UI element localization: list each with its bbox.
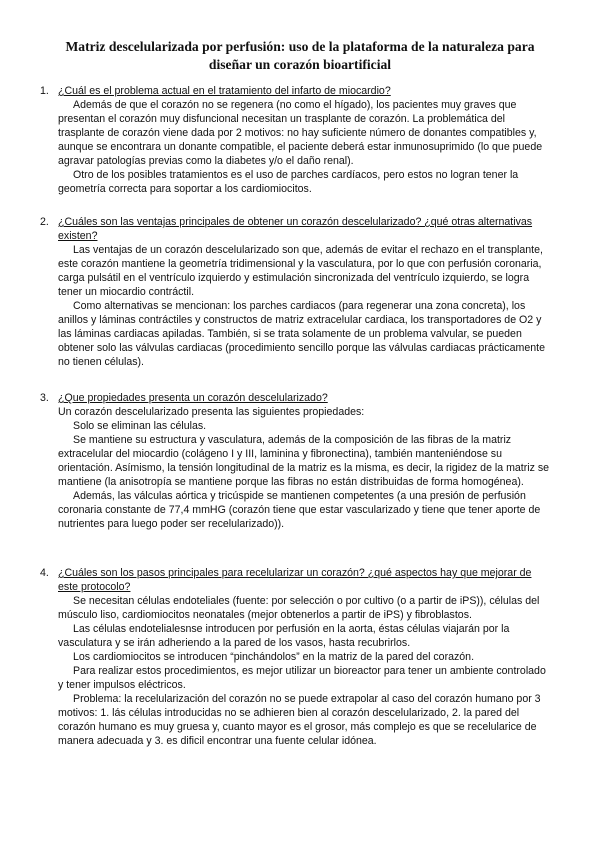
section-body (58, 405, 550, 531)
title-line-2: diseñar un corazón bioartificial (208, 57, 392, 72)
paragraph: Solo se eliminan las células. (73, 420, 207, 432)
question-heading: ¿Que propiedades presenta un corazón descelularizado? (58, 392, 328, 404)
document-title (60, 38, 540, 74)
question-number: 1. (40, 85, 49, 97)
paragraph: Se necesitan células endoteliales (fuente: por selección o por cultivo (o a partir de iPS)), células del músculo liso, cardiomiocitos neonatales (mejor obtenerlos a partir de iPS) y fibroblastos. (58, 595, 540, 621)
section-body (58, 594, 550, 748)
section-intro: Un corazón descelularizado presenta las siguientes propiedades: (58, 406, 365, 418)
paragraph: Los cardiomiocitos se introducen “pinchándolos” en la matriz de la pared del corazón. (73, 651, 475, 663)
paragraph: Para realizar estos procedimientos, es mejor utilizar un bioreactor para tener un ambiente controlado y tener impulsos eléctricos. (58, 665, 546, 691)
title-line-1: Matriz descelularizada por perfusión: uso de la plataforma de la naturaleza para (65, 39, 535, 54)
paragraph: Otro de los posibles tratamientos es el uso de parches cardíacos, pero estos no logran tener la geometría correcta para soportar a los cardiomiocitos. (58, 169, 519, 195)
question-number: 3. (40, 392, 49, 404)
question-heading: ¿Cuál es el problema actual en el tratamiento del infarto de miocardio? (58, 85, 391, 97)
paragraph: Problema: la recelularización del corazón no se puede extrapolar al caso del corazón humano por 3 motivos: 1. lás células introducidas no se adhieren bien al corazón descelularizado, 2. la pared del corazón humano es muy gruesa y, cuanto mayor es el grosor, más complejo es que se recelularice de manera adecuada y 3. es dificil encontrar una fuente celular idónea. (58, 693, 541, 747)
question-number: 4. (40, 567, 49, 579)
paragraph: Las ventajas de un corazón descelularizado son que, además de evitar el rechazo en el transplante, este corazón mantiene la geometría tridimensional y la vasculatura, por lo que con perfusión coronaria, carga pulsátil en el ventrículo izquierdo y estimulación sincronizada del ventrículo izquierdo, se logra tener un miocardio contráctil. (58, 244, 543, 298)
question-number: 2. (40, 216, 49, 228)
section-body (58, 243, 550, 369)
paragraph: Se mantiene su estructura y vasculatura, además de la composición de las fibras de la matriz extracelular del miocardio (colágeno I y III, laminina y fibronectina), también manteniéndose su orientación. Asímismo, la tensión longitudinal de la matriz es la misma, es decir, la rigidez de la matriz se mantiene (la anisotropía se mantiene porque las fibras no están distribuidas de forma homogénea). (58, 434, 550, 488)
paragraph: Además, las válculas aórtica y tricúspide se mantienen competentes (a una presión de perfusión coronaria constante de 77,4 mmHG (corazón tiene que estar vascularizado y tiene que tener aporte de nutrientes para luego poder ser recelularizado)). (58, 490, 541, 530)
question-heading: ¿Cuáles son los pasos principales para recelularizar un corazón? ¿qué aspectos hay que mejorar de este protocolo? (58, 567, 532, 593)
section-body (58, 98, 550, 196)
paragraph: Además de que el corazón no se regenera (no como el hígado), los pacientes muy graves que presentan el corazón muy disfuncional necesitan un trasplante de corazón. La problemática del trasplante de corazón viene dada por 2 motivos: no hay suficiente número de donantes compatibles y, aunque se encontrara un donante compatible, el paciente deberá estar inmunosuprimido (lo que puede agravar patologías previas como la diabetes y/o el daño renal). (58, 99, 543, 167)
paragraph: Las células endotelialesnse introducen por perfusión en la aorta, éstas células viajarán por la vasculatura y se irán adheriendo a la pared de los vasos, hasta recubrirlos. (58, 623, 510, 649)
question-heading: ¿Cuáles son las ventajas principales de obtener un corazón descelularizado? ¿qué otras alternativas existen? (58, 216, 533, 242)
paragraph: Como alternativas se mencionan: los parches cardiacos (para regenerar una zona concreta), los anillos y láminas contráctiles y constructos de matriz extracelular cardiaca, los transportadores de O2 y las láminas cardiacas apiladas. También, si se trata solamente de un problema valvular, se pueden obtener solo las válvulas cardiacas (procedimiento sencillo porque las válvulas cardiacas prácticamente no tienen células). (58, 300, 545, 368)
